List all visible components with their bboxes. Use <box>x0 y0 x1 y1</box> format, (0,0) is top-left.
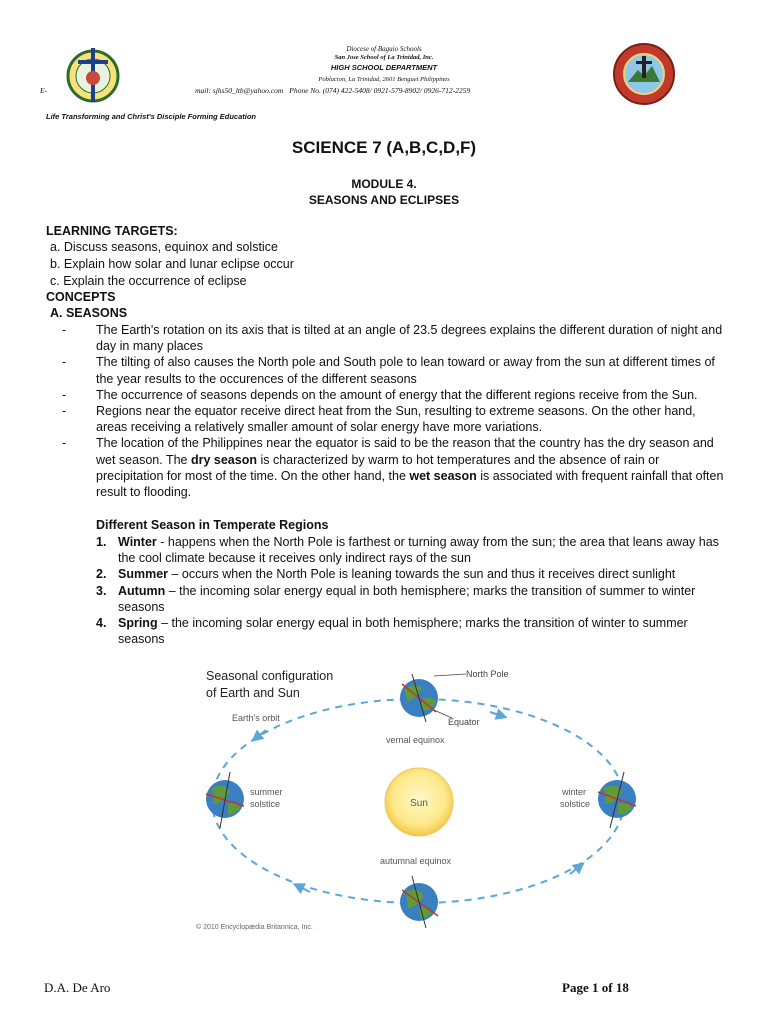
season-item-spring <box>96 615 726 647</box>
module-title: SEASONS AND ECLIPSES <box>308 193 460 207</box>
diagram-title-line1: Seasonal configuration <box>206 669 334 683</box>
season-number: 1. <box>96 535 107 549</box>
winter-solstice-label-1: winter <box>562 787 587 797</box>
season-desc: – the incoming solar energy equal in both hemisphere; marks the transition of summer to winter seasons <box>118 583 696 614</box>
school-name: San Jose School of La Trinidad, Inc. <box>334 54 434 61</box>
contact-line <box>40 86 470 95</box>
bullet-text-part: is characterized by warm to hot temperatures and the absence of rain or precipitation for most of the time. On the other hand, the <box>96 452 660 483</box>
bullet-dash: - <box>62 323 67 337</box>
orbit-label: Earth's orbit <box>232 713 280 723</box>
page-indicator <box>562 980 629 996</box>
bullet-item <box>62 435 726 500</box>
learning-target-c: c. Explain the occurrence of eclipse <box>50 274 247 288</box>
diagram-svg <box>190 664 650 934</box>
season-item-summer <box>96 566 726 582</box>
concepts-heading: CONCEPTS <box>46 290 116 304</box>
seasonal-configuration-diagram <box>190 664 650 934</box>
temperate-seasons-heading: Different Season in Temperate Regions <box>96 518 329 532</box>
summer-solstice-label-2: solstice <box>250 799 281 809</box>
orbit-arrow <box>490 712 502 716</box>
diagram-title-line2: of Earth and Sun <box>206 686 300 700</box>
wet-season-term: wet season <box>409 468 477 483</box>
module-number: MODULE 4. <box>351 177 417 191</box>
learning-target-a: a. Discuss seasons, equinox and solstice <box>50 240 278 254</box>
season-desc: – the incoming solar energy equal in both hemisphere; marks the transition of winter to summer seasons <box>118 616 688 647</box>
season-desc: - happens when the North Pole is farthest or turning away from the sun; the area that leans away has the cool climate because it receives only indirect rays of the sun <box>118 535 719 566</box>
concept-bullets <box>62 322 726 500</box>
earth-summer-solstice-icon <box>206 772 244 828</box>
season-name: Autumn <box>118 583 166 598</box>
bullet-item <box>62 322 726 354</box>
diocese-line: Diocese of Baguio Schools <box>346 45 422 53</box>
bullet-dash: - <box>62 387 67 402</box>
phone-text: Phone No. (074) 422-5408/ 0921-579-8902/ 0926-712-2259 <box>289 86 471 95</box>
bullet-item <box>62 387 726 403</box>
season-item-winter <box>96 534 726 566</box>
page-title: SCIENCE 7 (A,B,C,D,F) <box>291 138 477 157</box>
vernal-equinox-label: vernal equinox <box>386 735 445 745</box>
winter-solstice-label-2: solstice <box>560 799 591 809</box>
footer-author: D.A. De Aro <box>44 980 111 995</box>
earth-winter-solstice-icon <box>598 772 636 828</box>
bullet-dash: - <box>62 355 67 370</box>
earth-vernal-icon <box>400 674 438 722</box>
north-pole-label: North Pole <box>466 669 509 679</box>
page-number: 1 <box>591 980 599 995</box>
email-text: mail: sjhs50_ltb@yahoo.com <box>195 86 284 95</box>
seasons-heading: A. SEASONS <box>50 306 128 320</box>
temperate-seasons-list <box>96 534 726 647</box>
page-prefix: Page <box>562 980 592 995</box>
season-number: 2. <box>96 567 107 582</box>
equator-label: Equator <box>448 717 480 727</box>
sun-label: Sun <box>410 798 428 809</box>
summer-solstice-label-1: summer <box>250 787 283 797</box>
bullet-dash: - <box>62 436 67 451</box>
orbit-arrow <box>570 866 580 874</box>
bullet-text-part: is associated with frequent rainfall that often result to flooding. <box>96 468 724 500</box>
bullet-text: The occurrence of seasons depends on the amount of energy that the different regions receive from the Sun. <box>96 387 698 402</box>
bullet-item <box>62 354 726 386</box>
learning-targets-heading: LEARNING TARGETS: <box>46 224 178 238</box>
season-name: Winter <box>118 535 157 549</box>
bullet-text: The Earth's rotation on its axis that is tilted at an angle of 23.5 degrees explains the different duration of night and day in many places <box>96 323 723 354</box>
bullet-text <box>96 435 726 500</box>
season-item-autumn <box>96 583 726 615</box>
learning-target-b: b. Explain how solar and lunar eclipse occur <box>50 257 294 271</box>
copyright-credit: © 2010 Encyclopædia Britannica, Inc. <box>196 924 313 931</box>
earth-autumnal-icon <box>400 876 438 928</box>
season-number: 3. <box>96 583 107 598</box>
page-total: 18 <box>615 980 629 995</box>
bullet-item <box>62 403 726 435</box>
page-of: of <box>598 980 616 995</box>
bullet-text: The tilting of also causes the North pole and South pole to lean toward or away from the sun at different times of the year results to the occurences of the different seasons <box>96 355 715 386</box>
school-motto: Life Transforming and Christ's Disciple Forming Education <box>46 112 257 121</box>
autumnal-equinox-label: autumnal equinox <box>380 856 452 866</box>
dry-season-term: dry season <box>190 452 257 467</box>
email-prefix: E- <box>40 86 48 95</box>
bullet-text: Regions near the equator receive direct heat from the Sun, resulting to extreme seasons. On the other hand, areas receiving a relatively smaller amount of solar energy have more variations. <box>96 404 696 435</box>
address-line: Poblacion, La Trinidad, 2601 Benguet Philippines <box>318 76 450 83</box>
bullet-dash: - <box>62 404 67 419</box>
season-name: Summer <box>118 567 169 582</box>
department-line: HIGH SCHOOL DEPARTMENT <box>330 63 438 72</box>
season-desc: – occurs when the North Pole is leaning towards the sun and thus it receives direct sunlight <box>168 567 676 582</box>
season-number: 4. <box>96 616 107 631</box>
season-name: Spring <box>118 616 158 631</box>
bullet-text-part: The location of the Philippines near the equator is said to be the reason that the country has the dry season and wet season. The <box>96 436 714 467</box>
